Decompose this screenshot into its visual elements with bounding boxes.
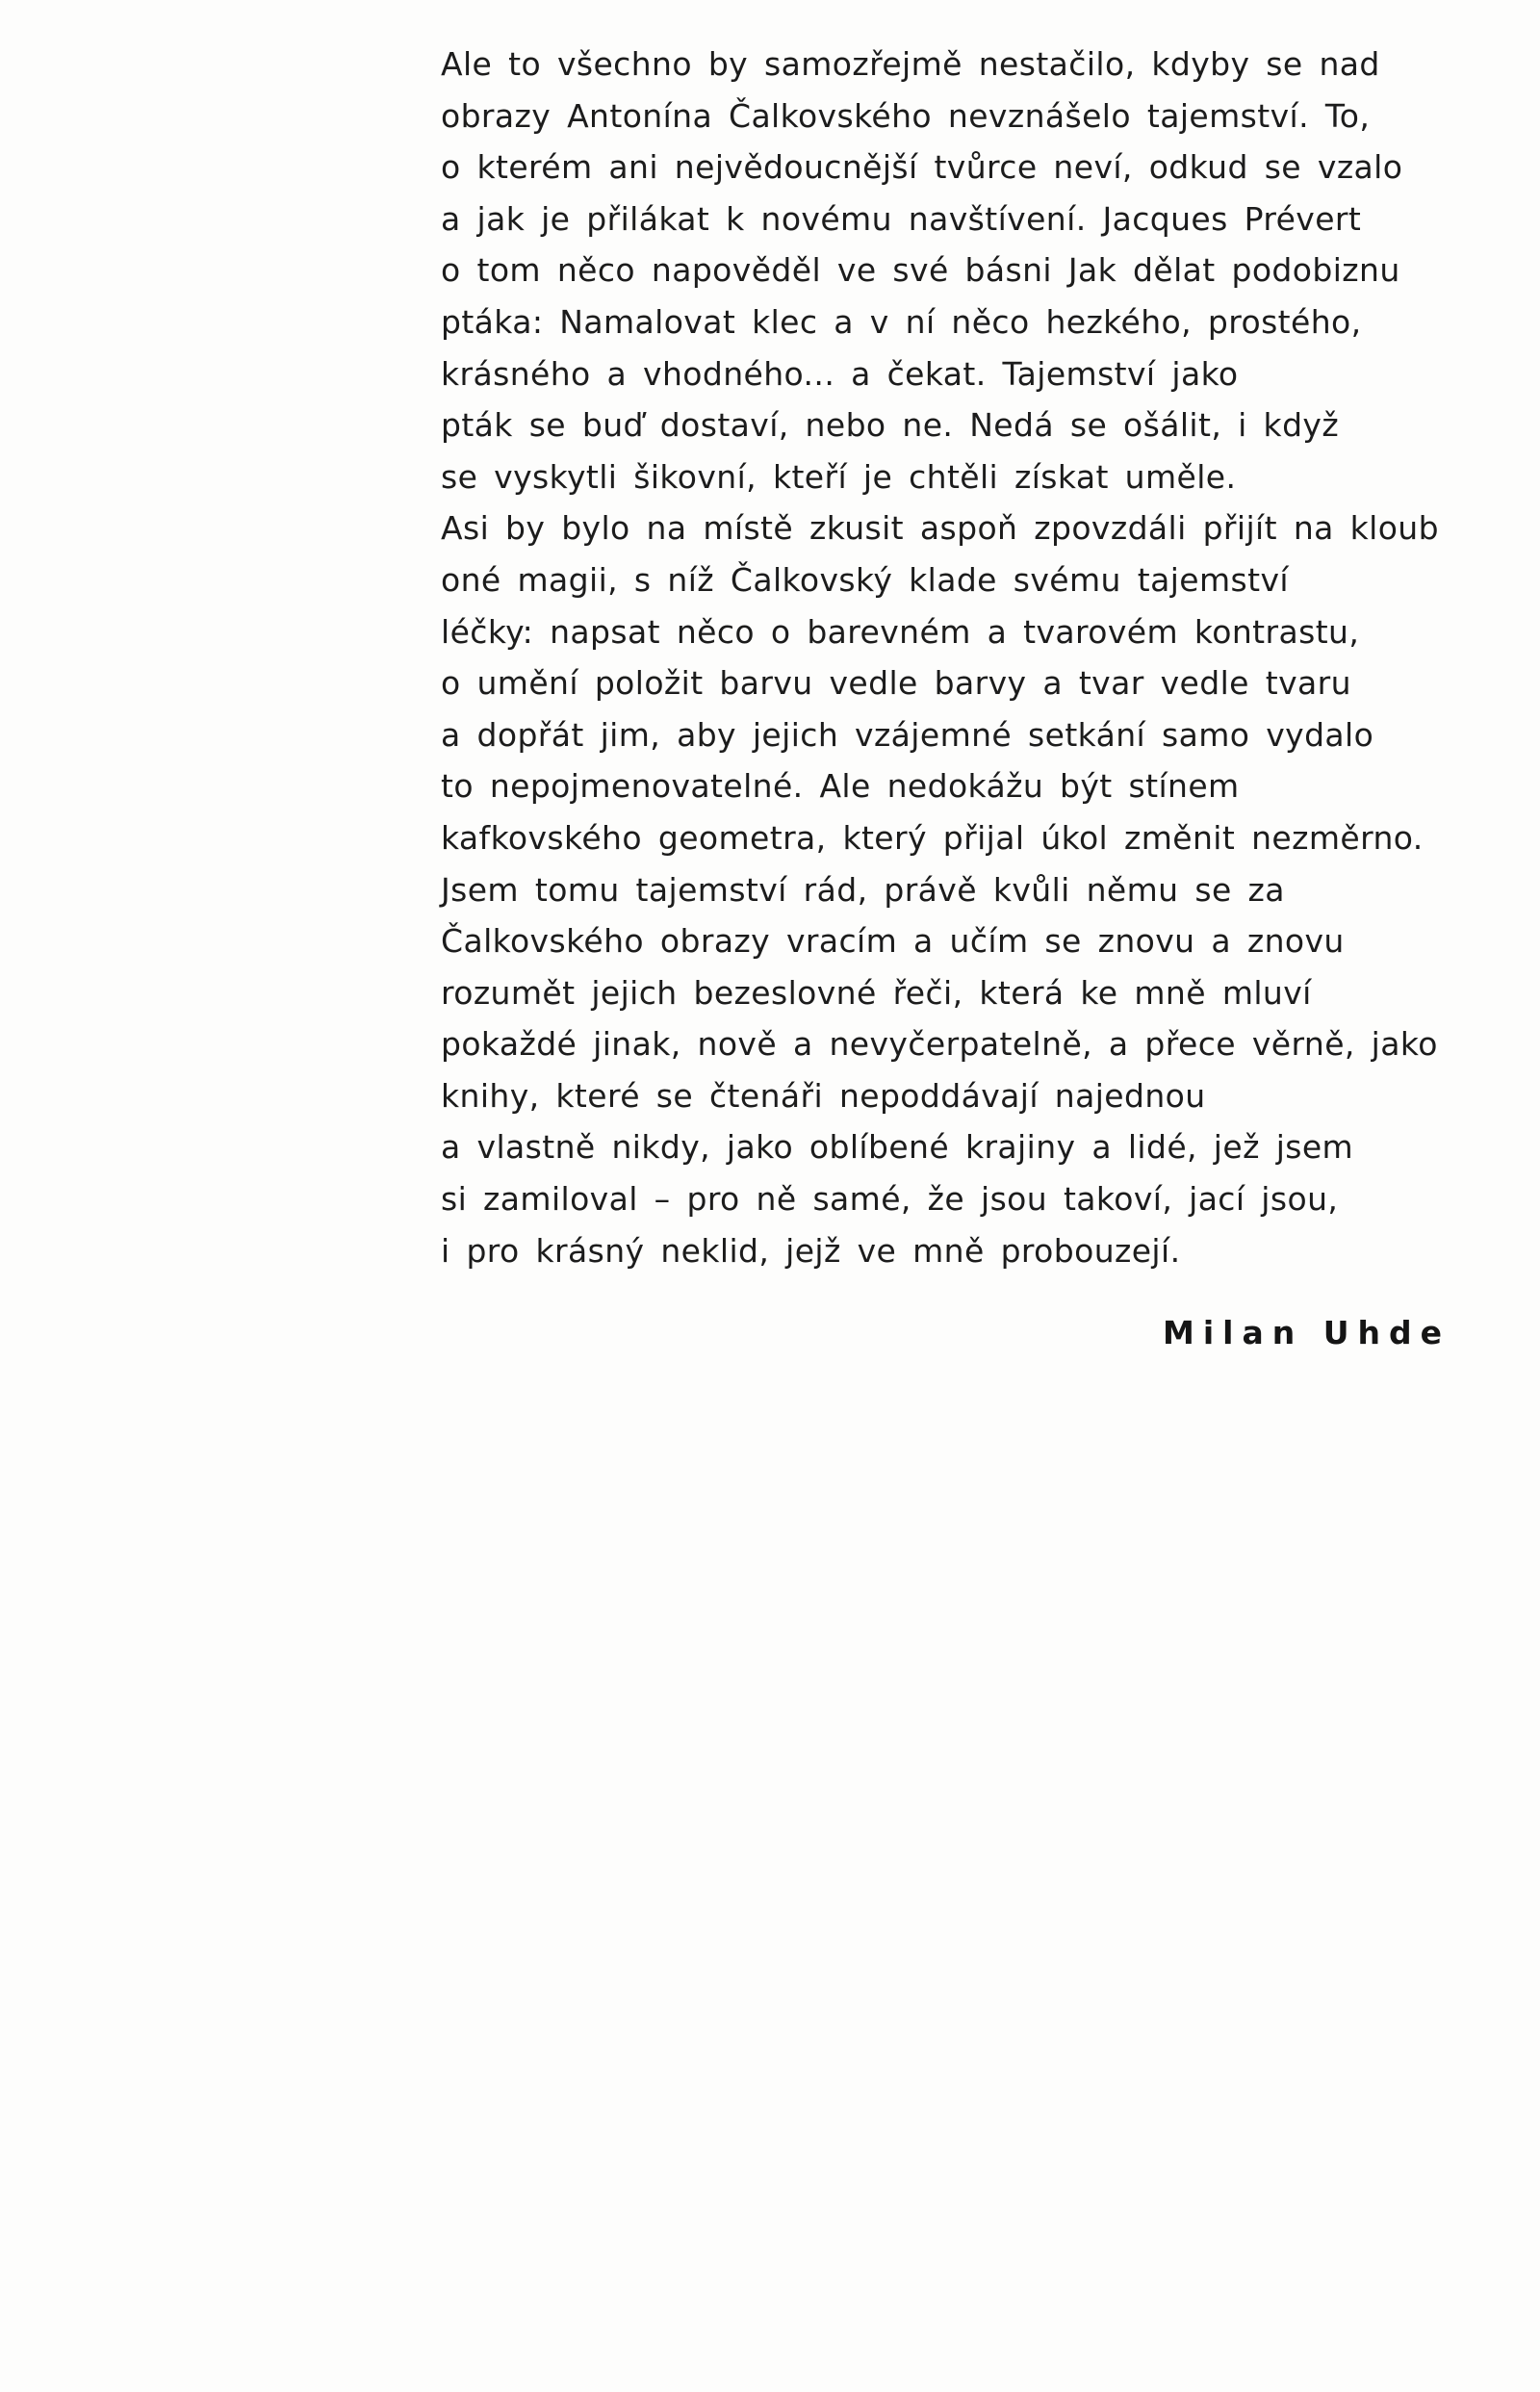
author-signature: Milan Uhde (1163, 1314, 1451, 1351)
text-line: Čalkovského obrazy vracím a učím se znovu a znovu (441, 922, 1345, 961)
text-line: Asi by bylo na místě zkusit aspoň zpovzdáli přijít na kloub (441, 509, 1439, 548)
text-line: kafkovského geometra, který přijal úkol změnit nezměrno. (441, 818, 1424, 857)
text-line: rozumět jejich bezeslovné řeči, která ke mně mluví (441, 973, 1312, 1012)
text-line: krásného a vhodného... a čekat. Tajemství jako (441, 354, 1239, 393)
text-line: Jsem tomu tajemství rád, právě kvůli němu se za (441, 870, 1285, 909)
text-line: o umění položit barvu vedle barvy a tvar vedle tvaru (441, 664, 1351, 703)
text-line: to nepojmenovatelné. Ale nedokážu být stínem (441, 767, 1240, 806)
text-line: se vyskytli šikovní, kteří je chtěli získat uměle. (441, 457, 1237, 496)
text-line: si zamiloval – pro ně samé, že jsou takoví, jací jsou, (441, 1180, 1339, 1219)
text-line: knihy, které se čtenáři nepoddávají najednou (441, 1076, 1206, 1115)
text-line: o tom něco napověděl ve své básni Jak dělat podobiznu (441, 251, 1400, 290)
text-line: léčky: napsat něco o barevném a tvarovém kontrastu, (441, 612, 1360, 651)
text-line: a jak je přilákat k novému navštívení. Jacques Prévert (441, 199, 1362, 238)
text-line: pták se buď dostaví, nebo ne. Nedá se ošálit, i když (441, 406, 1340, 445)
text-line: obrazy Antonína Čalkovského nevznášelo tajemství. To, (441, 96, 1371, 135)
text-line: pokaždé jinak, nově a nevyčerpatelně, a přece věrně, jako (441, 1025, 1438, 1064)
text-line: oné magii, s níž Čalkovský klade svému tajemství (441, 560, 1289, 599)
text-line: a dopřát jim, aby jejich vzájemné setkání samo vydalo (441, 715, 1374, 754)
text-line: Ale to všechno by samozřejmě nestačilo, kdyby se nad (441, 45, 1380, 83)
text-line: ptáka: Namalovat klec a v ní něco hezkého, prostého, (441, 302, 1362, 341)
text-line: o kterém ani nejvědoucnější tvůrce neví, odkud se vzalo (441, 148, 1403, 187)
essay-text (441, 39, 1461, 1276)
text-line: i pro krásný neklid, jejž ve mně probouzejí. (441, 1231, 1181, 1270)
text-line: a vlastně nikdy, jako oblíbené krajiny a lidé, jež jsem (441, 1128, 1354, 1167)
